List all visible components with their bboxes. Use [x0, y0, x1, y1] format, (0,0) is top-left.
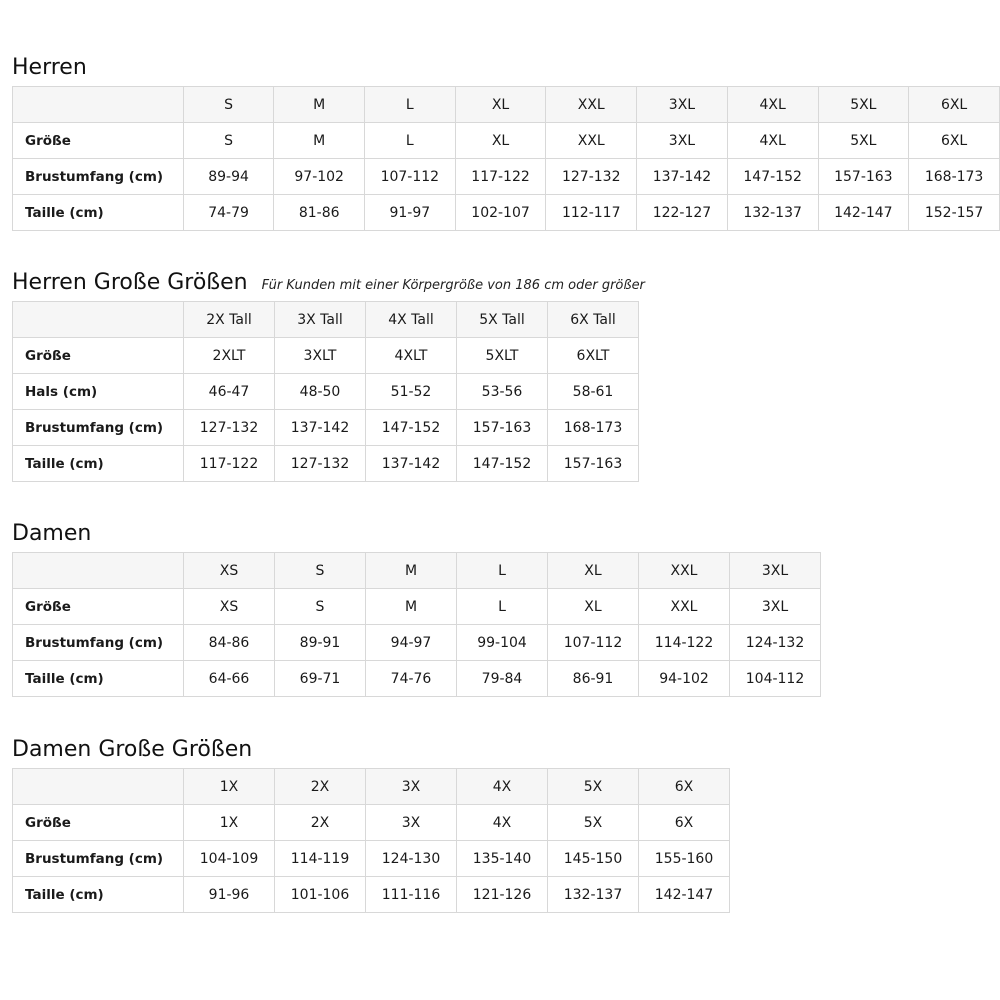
section-title: Herren: [12, 55, 87, 80]
row-label: Brustumfang (cm): [13, 410, 184, 446]
table-cell: 5XLT: [457, 338, 548, 374]
table-cell: 107-112: [548, 625, 639, 661]
table-row: [13, 446, 639, 482]
section-note: Für Kunden mit einer Körpergröße von 186 cm oder größer: [261, 278, 645, 293]
table-cell: XL: [455, 123, 546, 159]
row-label: Größe: [13, 589, 184, 625]
table-cell: 124-132: [730, 625, 821, 661]
row-label: Taille (cm): [13, 446, 184, 482]
table-cell: 2X: [275, 805, 366, 841]
column-header: 4XL: [727, 87, 818, 123]
table-cell: 4XLT: [366, 338, 457, 374]
header-row: [13, 769, 730, 805]
table-cell: 147-152: [727, 159, 818, 195]
column-header: 3X Tall: [275, 302, 366, 338]
table-cell: 111-116: [366, 877, 457, 913]
table-cell: 137-142: [275, 410, 366, 446]
table-cell: M: [274, 123, 365, 159]
table-cell: 53-56: [457, 374, 548, 410]
table-cell: 155-160: [639, 841, 730, 877]
table-cell: 69-71: [275, 661, 366, 697]
table-cell: 152-157: [909, 195, 1000, 231]
section-heading: [12, 54, 1000, 82]
table-cell: 91-97: [364, 195, 455, 231]
table-cell: 91-96: [184, 877, 275, 913]
table-cell: 157-163: [818, 159, 909, 195]
column-header: M: [274, 87, 365, 123]
table-cell: 5XL: [818, 123, 909, 159]
column-header: S: [183, 87, 274, 123]
column-header: 3X: [366, 769, 457, 805]
table-cell: XXL: [639, 589, 730, 625]
row-label: Taille (cm): [13, 877, 184, 913]
column-header: 1X: [184, 769, 275, 805]
section-title: Damen: [12, 521, 92, 546]
section-herren: [12, 54, 1000, 231]
size-table-damen-grosse-groessen: [12, 768, 730, 913]
column-header: XL: [548, 553, 639, 589]
table-cell: 81-86: [274, 195, 365, 231]
table-cell: 3XL: [637, 123, 728, 159]
table-row: [13, 589, 821, 625]
table-cell: 48-50: [275, 374, 366, 410]
table-cell: 94-102: [639, 661, 730, 697]
row-label: Taille (cm): [13, 195, 184, 231]
table-cell: 157-163: [457, 410, 548, 446]
table-cell: 94-97: [366, 625, 457, 661]
corner-cell: [13, 87, 184, 123]
corner-cell: [13, 553, 184, 589]
table-cell: 121-126: [457, 877, 548, 913]
table-cell: 4XL: [727, 123, 818, 159]
table-cell: 135-140: [457, 841, 548, 877]
section-damen: [12, 520, 821, 697]
table-cell: 127-132: [546, 159, 637, 195]
table-cell: 168-173: [909, 159, 1000, 195]
column-header: XL: [455, 87, 546, 123]
table-cell: S: [275, 589, 366, 625]
table-cell: 3X: [366, 805, 457, 841]
column-header: 6X: [639, 769, 730, 805]
column-header: L: [457, 553, 548, 589]
table-cell: 117-122: [184, 446, 275, 482]
header-row: [13, 302, 639, 338]
column-header: 2X Tall: [184, 302, 275, 338]
table-cell: 157-163: [548, 446, 639, 482]
table-row: [13, 841, 730, 877]
table-cell: 147-152: [366, 410, 457, 446]
table-cell: S: [183, 123, 274, 159]
column-header: XXL: [639, 553, 730, 589]
column-header: M: [366, 553, 457, 589]
table-row: [13, 195, 1000, 231]
section-heading: [12, 736, 730, 764]
column-header: 6XL: [909, 87, 1000, 123]
table-cell: 137-142: [637, 159, 728, 195]
table-cell: 1X: [184, 805, 275, 841]
table-cell: 74-79: [183, 195, 274, 231]
table-cell: 137-142: [366, 446, 457, 482]
table-cell: 74-76: [366, 661, 457, 697]
table-cell: 3XL: [730, 589, 821, 625]
size-table-herren: [12, 86, 1000, 231]
row-label: Größe: [13, 123, 184, 159]
column-header: 6X Tall: [548, 302, 639, 338]
size-table-herren-grosse-groessen: [12, 301, 639, 482]
row-label: Größe: [13, 338, 184, 374]
table-cell: 104-112: [730, 661, 821, 697]
column-header: 3XL: [637, 87, 728, 123]
section-title: Herren Große Größen: [12, 270, 248, 295]
table-cell: 99-104: [457, 625, 548, 661]
table-cell: 142-147: [639, 877, 730, 913]
table-row: [13, 877, 730, 913]
table-cell: 117-122: [455, 159, 546, 195]
table-cell: 58-61: [548, 374, 639, 410]
table-row: [13, 661, 821, 697]
row-label: Brustumfang (cm): [13, 625, 184, 661]
table-cell: 147-152: [457, 446, 548, 482]
corner-cell: [13, 769, 184, 805]
column-header: L: [364, 87, 455, 123]
table-cell: 145-150: [548, 841, 639, 877]
table-cell: 104-109: [184, 841, 275, 877]
table-cell: 101-106: [275, 877, 366, 913]
table-cell: 127-132: [275, 446, 366, 482]
header-row: [13, 87, 1000, 123]
table-cell: XL: [548, 589, 639, 625]
table-cell: 64-66: [184, 661, 275, 697]
table-cell: 132-137: [548, 877, 639, 913]
column-header: 3XL: [730, 553, 821, 589]
table-row: [13, 625, 821, 661]
column-header: 2X: [275, 769, 366, 805]
table-cell: 124-130: [366, 841, 457, 877]
section-heading: [12, 520, 821, 548]
column-header: 5X Tall: [457, 302, 548, 338]
table-cell: 3XLT: [275, 338, 366, 374]
table-row: [13, 123, 1000, 159]
column-header: 4X Tall: [366, 302, 457, 338]
table-cell: 4X: [457, 805, 548, 841]
table-cell: 2XLT: [184, 338, 275, 374]
table-cell: 102-107: [455, 195, 546, 231]
column-header: S: [275, 553, 366, 589]
table-cell: 114-122: [639, 625, 730, 661]
table-cell: 127-132: [184, 410, 275, 446]
row-label: Hals (cm): [13, 374, 184, 410]
table-cell: 107-112: [364, 159, 455, 195]
table-cell: 6XLT: [548, 338, 639, 374]
column-header: 5X: [548, 769, 639, 805]
table-cell: 114-119: [275, 841, 366, 877]
table-cell: 86-91: [548, 661, 639, 697]
table-cell: 142-147: [818, 195, 909, 231]
table-cell: 5X: [548, 805, 639, 841]
row-label: Brustumfang (cm): [13, 159, 184, 195]
size-table-damen: [12, 552, 821, 697]
column-header: 4X: [457, 769, 548, 805]
table-cell: 89-94: [183, 159, 274, 195]
table-cell: 6X: [639, 805, 730, 841]
table-cell: XXL: [546, 123, 637, 159]
table-cell: 84-86: [184, 625, 275, 661]
table-cell: L: [457, 589, 548, 625]
row-label: Größe: [13, 805, 184, 841]
table-row: [13, 374, 639, 410]
table-cell: 132-137: [727, 195, 818, 231]
section-damen-grosse-groessen: [12, 736, 730, 913]
table-cell: 168-173: [548, 410, 639, 446]
column-header: XS: [184, 553, 275, 589]
section-heading: [12, 269, 645, 297]
row-label: Brustumfang (cm): [13, 841, 184, 877]
column-header: XXL: [546, 87, 637, 123]
column-header: 5XL: [818, 87, 909, 123]
row-label: Taille (cm): [13, 661, 184, 697]
table-row: [13, 338, 639, 374]
table-cell: 79-84: [457, 661, 548, 697]
table-cell: L: [364, 123, 455, 159]
header-row: [13, 553, 821, 589]
table-row: [13, 410, 639, 446]
table-cell: 122-127: [637, 195, 728, 231]
table-cell: XS: [184, 589, 275, 625]
section-herren-grosse-groessen: [12, 269, 645, 482]
table-cell: 6XL: [909, 123, 1000, 159]
table-cell: 51-52: [366, 374, 457, 410]
table-cell: M: [366, 589, 457, 625]
corner-cell: [13, 302, 184, 338]
table-cell: 89-91: [275, 625, 366, 661]
section-title: Damen Große Größen: [12, 737, 253, 762]
table-cell: 97-102: [274, 159, 365, 195]
table-cell: 46-47: [184, 374, 275, 410]
table-cell: 112-117: [546, 195, 637, 231]
table-row: [13, 159, 1000, 195]
table-row: [13, 805, 730, 841]
